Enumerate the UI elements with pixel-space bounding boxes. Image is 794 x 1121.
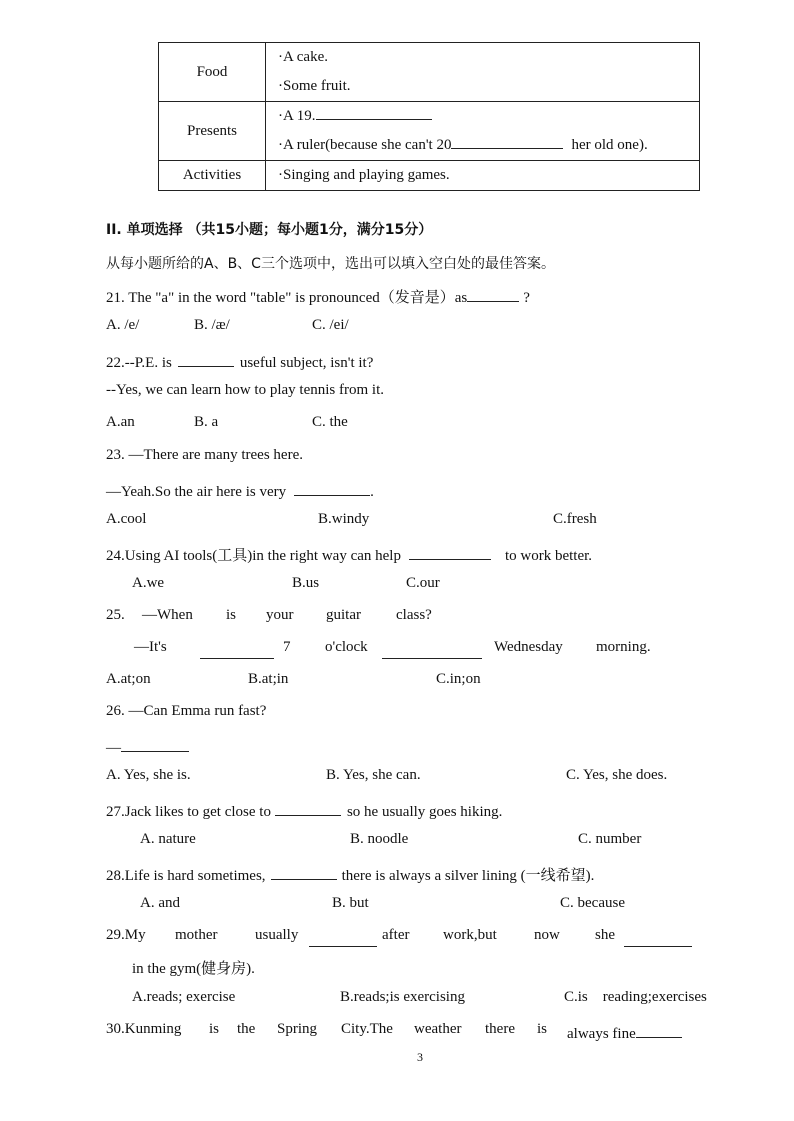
row-label: Activities: [159, 161, 266, 191]
info-table: [158, 42, 700, 191]
option-a[interactable]: A.we: [132, 575, 165, 591]
table-row: [159, 43, 700, 102]
option-c[interactable]: C. the: [312, 414, 348, 430]
answer-blank[interactable]: [294, 479, 370, 496]
q30-word: is: [209, 1021, 220, 1037]
content-line: [278, 131, 699, 160]
question-end: ?: [523, 289, 530, 306]
q25-word: your: [266, 607, 294, 623]
option-a[interactable]: A. /e/: [106, 317, 140, 333]
question-stem-end: so he usually goes hiking.: [346, 803, 503, 820]
q29-word: work,but: [443, 927, 497, 943]
question-22: [106, 350, 373, 372]
q25-reply-word: —It's: [134, 639, 167, 655]
table-row: [159, 161, 700, 191]
q30-word: Spring: [277, 1021, 318, 1037]
question-stem-end: there is always a silver lining (一线希望).: [341, 867, 595, 884]
option-a[interactable]: A.reads; exercise: [132, 989, 236, 1005]
question-stem: —Yeah.So the air here is very: [106, 483, 287, 500]
answer-blank[interactable]: [636, 1021, 682, 1038]
option-b[interactable]: B.at;in: [248, 671, 289, 687]
option-b[interactable]: B. /æ/: [194, 317, 230, 333]
content-line: [278, 102, 699, 131]
question-21: [106, 285, 530, 307]
question-end: .: [370, 483, 374, 500]
question-24: [106, 543, 592, 565]
question-27: [106, 799, 502, 821]
option-c[interactable]: C.is reading;exercises: [564, 989, 707, 1005]
option-c[interactable]: C. because: [560, 895, 625, 911]
blank-19-label: ·A 19.: [278, 108, 316, 124]
question-29-line2: in the gym(健身房).: [132, 961, 255, 977]
option-c[interactable]: C.our: [406, 575, 440, 591]
option-c[interactable]: C. number: [578, 831, 642, 847]
option-a[interactable]: A. nature: [140, 831, 196, 847]
page-number: 3: [417, 1050, 423, 1064]
question-stem: 28.Life is hard sometimes,: [106, 867, 266, 884]
question-23: 23. —There are many trees here.: [106, 447, 303, 463]
q25-word: guitar: [326, 607, 361, 623]
q29-word: 29.My: [106, 927, 146, 943]
q25-reply-word: o'clock: [325, 639, 368, 655]
option-c[interactable]: C. Yes, she does.: [566, 767, 668, 783]
q29-word: she: [595, 927, 615, 943]
option-a[interactable]: A.an: [106, 414, 135, 430]
option-b[interactable]: B.reads;is exercising: [340, 989, 465, 1005]
q30-last-word: always fine: [567, 1025, 636, 1042]
q29-word: usually: [255, 927, 299, 943]
row-content: [266, 102, 700, 161]
question-stem-end: to work better.: [504, 547, 593, 564]
option-c[interactable]: C. /ei/: [312, 317, 349, 333]
option-c[interactable]: C.in;on: [436, 671, 481, 687]
question-26-reply: [106, 735, 189, 757]
question-stem: 24.Using AI tools(工具)in the right way can help: [106, 547, 401, 564]
q30-word: [567, 1021, 682, 1043]
q25-reply-word: Wednesday: [494, 639, 563, 655]
option-b[interactable]: B.us: [292, 575, 320, 591]
answer-blank[interactable]: [316, 103, 432, 120]
answer-blank[interactable]: [451, 132, 563, 149]
blank-20-label: ·A ruler(because she can't 20: [278, 137, 452, 153]
row-label: Presents: [159, 102, 266, 161]
question-stem-end: useful subject, isn't it?: [239, 354, 374, 371]
option-b[interactable]: B. Yes, she can.: [326, 767, 421, 783]
option-a[interactable]: A.at;on: [106, 671, 151, 687]
option-b[interactable]: B. a: [194, 414, 219, 430]
option-b[interactable]: B.windy: [318, 511, 370, 527]
q25-word: 25.: [106, 607, 125, 623]
option-b[interactable]: B. but: [332, 895, 369, 911]
answer-blank[interactable]: [309, 929, 377, 952]
q25-reply-word: morning.: [596, 639, 651, 655]
q30-word: weather: [414, 1021, 462, 1037]
answer-blank[interactable]: [275, 799, 341, 816]
answer-blank[interactable]: [200, 641, 274, 664]
question-26: 26. —Can Emma run fast?: [106, 703, 267, 719]
row-content: [266, 43, 700, 102]
answer-blank[interactable]: [409, 543, 491, 560]
content-text: her old one).: [571, 137, 648, 153]
q25-word: is: [226, 607, 237, 623]
section-title: II. 单项选择 （共15小题；每小题1分，满分15分）: [106, 222, 433, 238]
q30-word: City.The: [341, 1021, 393, 1037]
question-stem: 21. The "a" in the word "table" is pronounced（发音是）as: [106, 289, 468, 306]
q30-word: is: [537, 1021, 548, 1037]
question-stem: 22.--P.E. is: [106, 354, 172, 371]
q25-reply-word: 7: [283, 639, 291, 655]
option-a[interactable]: A. Yes, she is.: [106, 767, 191, 783]
answer-blank[interactable]: [624, 929, 692, 952]
row-label: Food: [159, 43, 266, 102]
q30-word: there: [485, 1021, 515, 1037]
question-28: [106, 863, 594, 885]
q25-word: —When: [142, 607, 193, 623]
answer-blank[interactable]: [467, 285, 519, 302]
content-line: ·A cake.: [278, 49, 328, 65]
question-stem: 27.Jack likes to get close to: [106, 803, 271, 820]
q29-word: mother: [175, 927, 218, 943]
q25-word: class?: [396, 607, 432, 623]
question-23-reply: [106, 479, 374, 501]
q29-word: now: [534, 927, 560, 943]
q29-word: after: [382, 927, 410, 943]
q30-word: 30.Kunming: [106, 1021, 182, 1037]
option-c[interactable]: C.fresh: [553, 511, 597, 527]
option-b[interactable]: B. noodle: [350, 831, 409, 847]
content-line: ·Singing and playing games.: [278, 167, 450, 183]
question-22-reply: --Yes, we can learn how to play tennis from it.: [106, 382, 384, 398]
option-a[interactable]: A. and: [140, 895, 180, 911]
answer-blank[interactable]: [271, 863, 337, 880]
answer-blank[interactable]: [178, 350, 234, 367]
answer-blank[interactable]: [382, 641, 482, 664]
option-a[interactable]: A.cool: [106, 511, 147, 527]
content-line: ·Some fruit.: [278, 78, 351, 94]
q30-word: the: [237, 1021, 256, 1037]
reply-dash: —: [106, 739, 121, 756]
section-instruction: 从每小题所给的A、B、C三个选项中，选出可以填入空白处的最佳答案。: [106, 256, 555, 272]
row-content: [266, 161, 700, 191]
table-row: [159, 102, 700, 161]
answer-blank[interactable]: [121, 735, 189, 752]
